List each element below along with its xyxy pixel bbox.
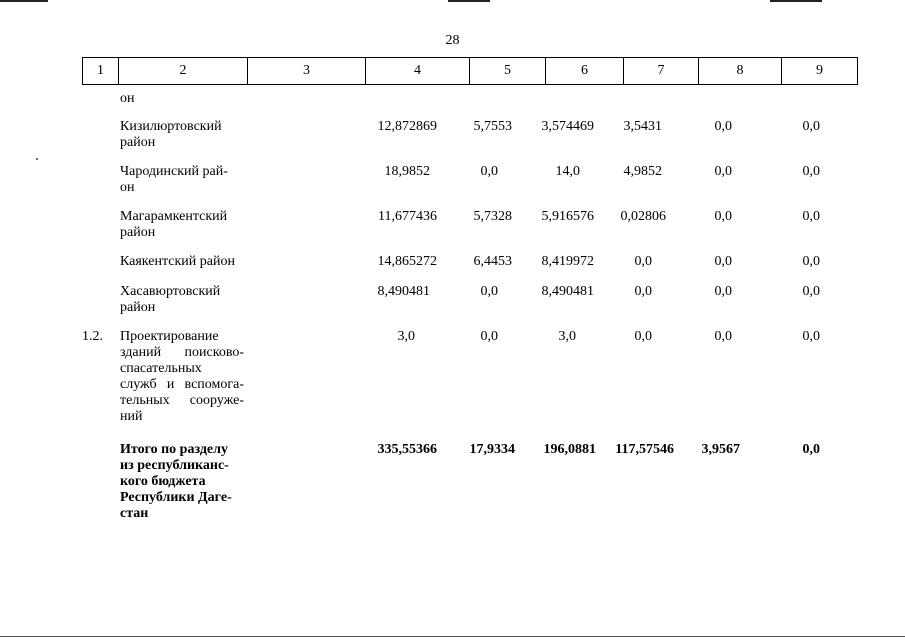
section-name-line: тельных сооруже- [120,393,244,408]
row-name-line: Каякентский район [120,254,235,269]
cell-col-9: 0,0 [802,284,820,299]
row-name-line: он [120,180,135,195]
cell-col-6: 3,0 [558,329,576,344]
cell-col-6: 8,419972 [541,254,594,269]
cell-col-5: 5,7553 [473,119,512,134]
total-col-7: 117,57546 [615,442,674,457]
total-col-4: 335,55366 [377,442,437,457]
column-header-1: 1 [83,58,119,85]
cell-col-6: 5,916576 [541,209,594,224]
cell-col-4: 12,872869 [377,119,437,134]
cell-col-7: 0,0 [634,329,652,344]
cell-col-5: 6,4453 [473,254,512,269]
cell-col-4: 14,865272 [377,254,437,269]
section-number: 1.2. [82,329,103,344]
cell-col-5: 0,0 [480,284,498,299]
total-name-line: стан [120,506,149,521]
cell-col-8: 0,0 [714,284,732,299]
cell-col-4: 11,677436 [378,209,437,224]
cell-col-9: 0,0 [802,209,820,224]
cell-col-8: 0,0 [714,164,732,179]
row-name-line: Чародинский рай- [120,164,228,179]
total-col-5: 17,9334 [469,442,515,457]
cell-col-8: 0,0 [714,254,732,269]
cell-col-6: 8,490481 [541,284,594,299]
cell-col-7: 0,0 [634,254,652,269]
cell-col-8: 0,0 [714,329,732,344]
continuation-text: он [120,91,135,106]
section-name-line: спасательных [120,361,202,376]
cell-col-8: 0,0 [714,119,732,134]
column-header-4: 4 [366,58,470,85]
section-name-line: Проектирование [120,329,219,344]
cell-col-7: 3,5431 [623,119,662,134]
column-header-6: 6 [546,58,624,85]
total-name-line: из республиканс- [120,458,229,473]
column-header-5: 5 [470,58,546,85]
scan-edge-top-left [0,0,48,2]
scan-edge-top-mid [448,0,490,2]
total-col-8: 3,9567 [701,442,740,457]
cell-col-7: 4,9852 [623,164,662,179]
cell-col-6: 3,574469 [541,119,594,134]
cell-col-9: 0,0 [802,119,820,134]
cell-col-6: 14,0 [555,164,580,179]
row-name-line: район [120,300,156,315]
cell-col-9: 0,0 [802,164,820,179]
cell-col-4: 8,490481 [377,284,430,299]
section-name-line: служб и вспомога- [120,377,244,392]
column-header-9: 9 [782,58,858,85]
column-header-2: 2 [119,58,248,85]
total-name-line: Итого по разделу [120,442,228,457]
scan-edge-top-right [770,0,822,2]
row-name-line: Кизилюртовский [120,119,222,134]
cell-col-4: 18,9852 [384,164,430,179]
total-name-line: кого бюджета [120,474,206,489]
scan-edge-bottom [0,636,905,637]
total-name-line: Республики Даге- [120,490,232,505]
row-name-line: район [120,135,156,150]
cell-col-9: 0,0 [802,254,820,269]
column-header-8: 8 [699,58,782,85]
column-header-7: 7 [624,58,699,85]
page-number: 28 [445,33,460,48]
cell-col-5: 0,0 [480,329,498,344]
row-name-line: район [120,225,156,240]
cell-col-8: 0,0 [714,209,732,224]
row-name-line: Хасавюртовский [120,284,221,299]
column-header-row [82,57,858,85]
cell-col-7: 0,02806 [620,209,666,224]
cell-col-5: 5,7328 [473,209,512,224]
column-header-3: 3 [248,58,366,85]
cell-col-9: 0,0 [802,329,820,344]
cell-col-4: 3,0 [397,329,415,344]
section-name-line: ний [120,409,143,424]
cell-col-7: 0,0 [634,284,652,299]
scan-speck [36,158,38,160]
section-name-line: зданий поисково- [120,345,244,360]
cell-col-5: 0,0 [480,164,498,179]
total-col-9: 0,0 [802,442,820,457]
total-col-6: 196,0881 [543,442,596,457]
row-name-line: Магарамкентский [120,209,228,224]
